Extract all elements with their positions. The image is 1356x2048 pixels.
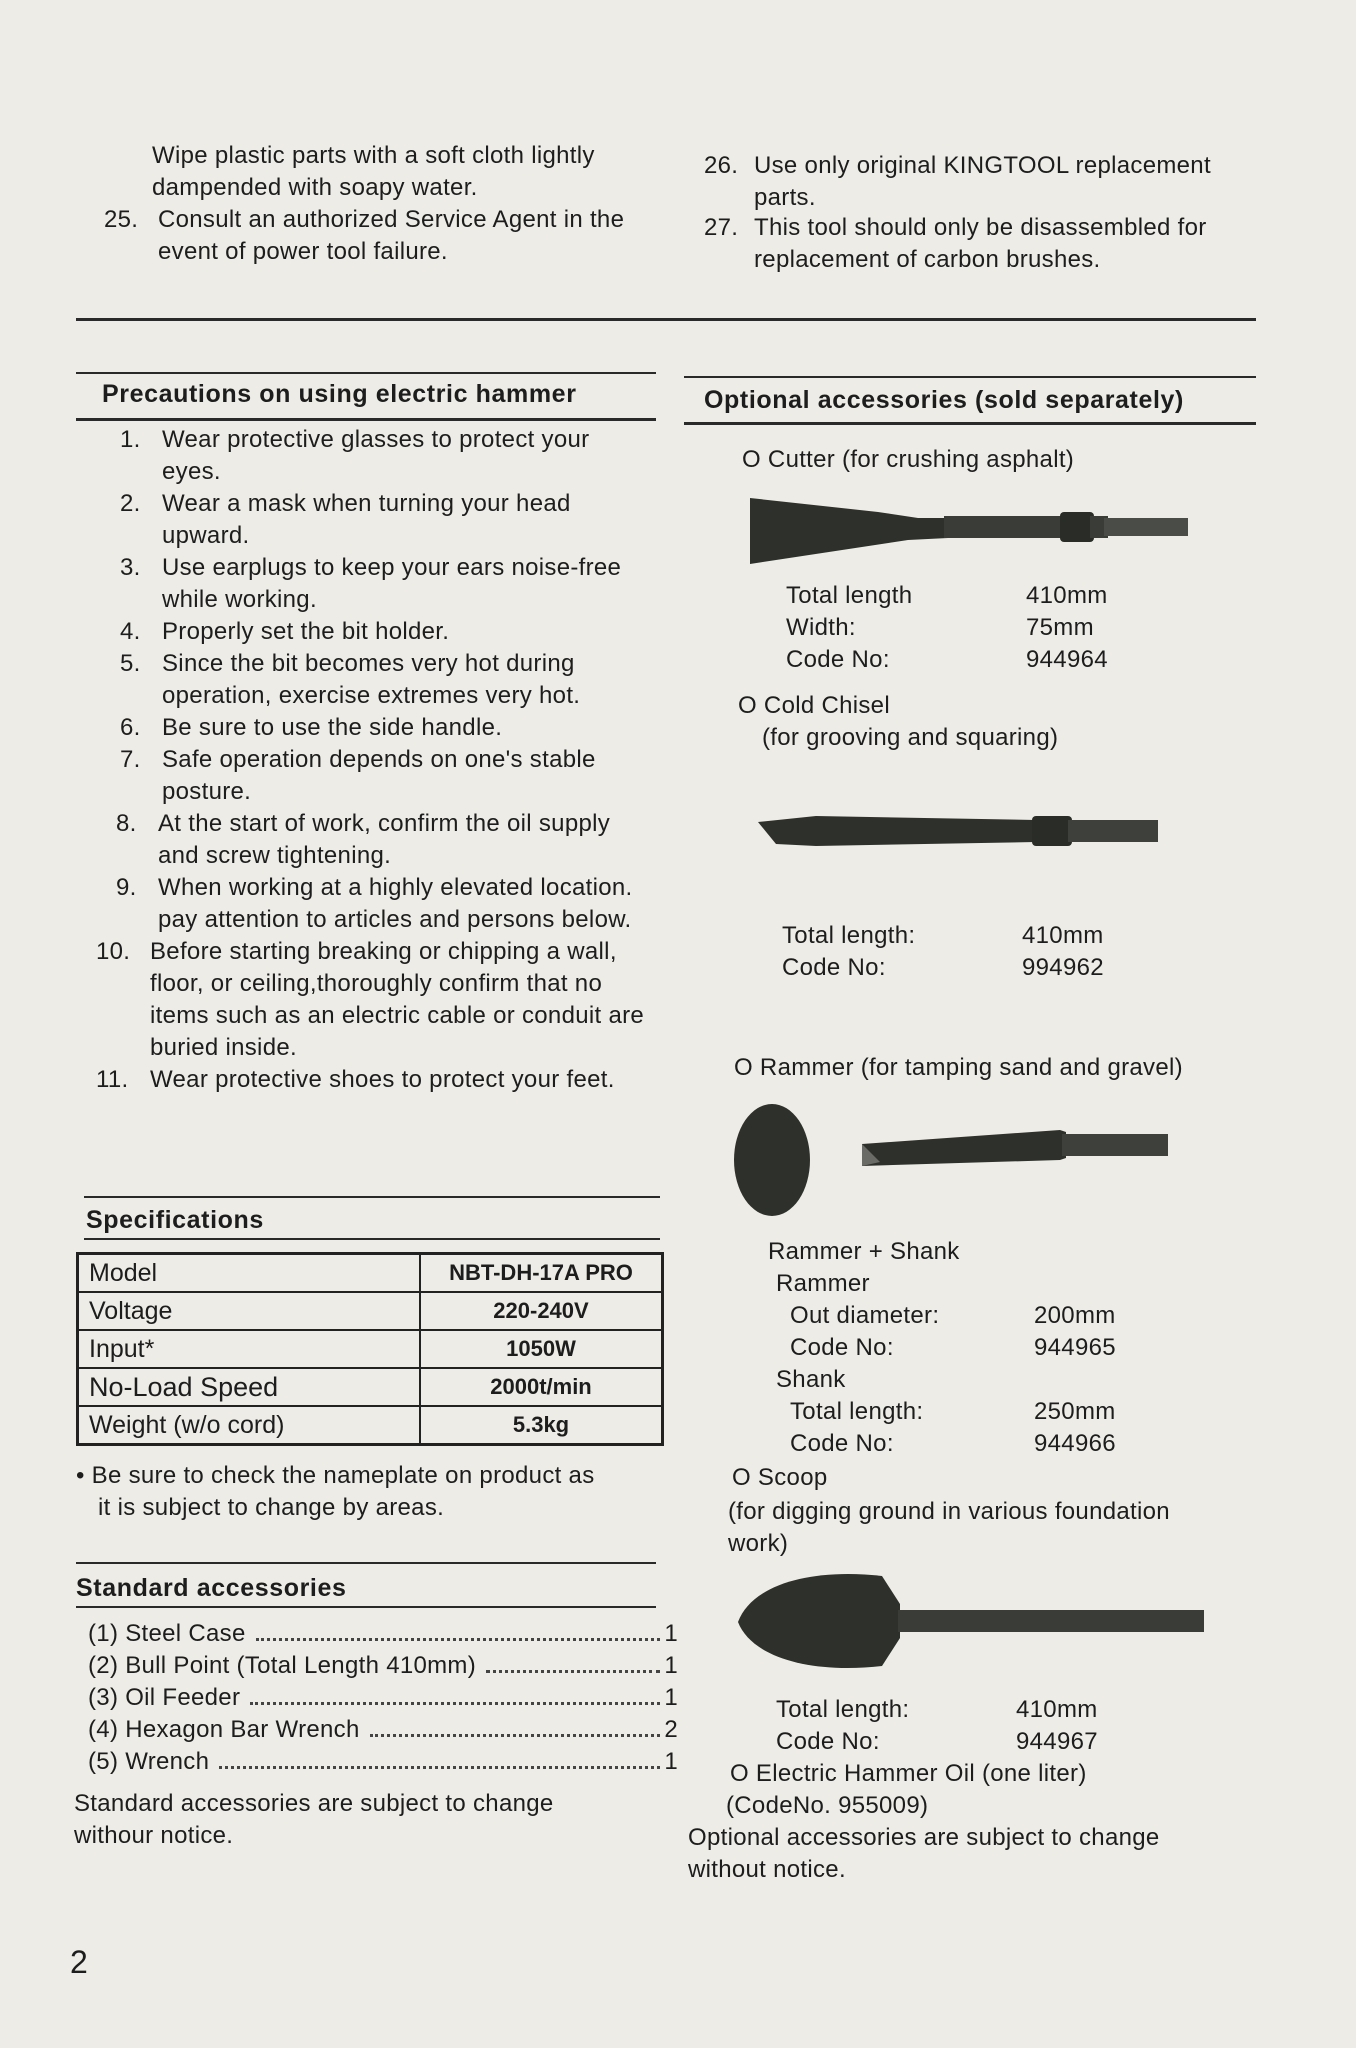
list-item: (1) Steel Case 1 bbox=[88, 1620, 678, 1647]
spec-row: Width: 75mm bbox=[786, 614, 1094, 641]
scoop-subtitle: (for digging ground in various foundation work) bbox=[728, 1498, 1170, 1557]
list-item: 5. Since the bit becomes very hot during operation, exercise extremes very hot. bbox=[120, 650, 581, 709]
cutter-title: O Cutter (for crushing asphalt) bbox=[742, 446, 1075, 473]
item-26 bbox=[754, 150, 1274, 214]
text-line: Consult an authorized Service Agent in the bbox=[158, 206, 625, 233]
item-number: 27. bbox=[704, 214, 739, 241]
table-row bbox=[78, 1330, 663, 1368]
spec-label: No-Load Speed bbox=[78, 1368, 421, 1406]
text-line: event of power tool failure. bbox=[158, 238, 448, 265]
spec-value: NBT-DH-17A PRO bbox=[420, 1254, 663, 1293]
spec-label: Voltage bbox=[78, 1292, 421, 1330]
cutter-specs bbox=[786, 580, 1108, 676]
list-item: 1. Wear protective glasses to protect your eyes. bbox=[120, 426, 590, 485]
specifications-table bbox=[76, 1252, 664, 1446]
leader-dots bbox=[370, 1734, 661, 1737]
precautions-title: Precautions on using electric hammer bbox=[102, 380, 577, 408]
rammer-combo: Rammer + Shank bbox=[768, 1238, 960, 1265]
list-item: 11. Wear protective shoes to protect your feet. bbox=[96, 1066, 615, 1093]
optional-note: Optional accessories are subject to change without notice. bbox=[688, 1824, 1160, 1883]
leader-dots bbox=[219, 1766, 660, 1769]
spec-label: Input* bbox=[78, 1330, 421, 1368]
spec-label: Model bbox=[78, 1254, 421, 1293]
spec-row: Code No: 944964 bbox=[786, 646, 1108, 673]
list-item: (2) Bull Point (Total Length 410mm) 1 bbox=[88, 1652, 678, 1679]
standard-accessories-list bbox=[88, 1618, 678, 1778]
scoop-title: O Scoop bbox=[732, 1464, 828, 1491]
heading-rule-top bbox=[76, 1562, 656, 1564]
item-number: 26. bbox=[704, 152, 739, 179]
cutter-bit-image bbox=[748, 490, 1190, 570]
spec-value: 220-240V bbox=[420, 1292, 663, 1330]
heading-rule-top bbox=[76, 372, 656, 374]
item-25 bbox=[158, 204, 680, 268]
heading-rule-top bbox=[84, 1196, 660, 1198]
spec-value: 5.3kg bbox=[420, 1406, 663, 1445]
heading-rule-top bbox=[684, 376, 1256, 378]
spec-row: Total length: 410mm bbox=[776, 1696, 1098, 1723]
page-number: 2 bbox=[70, 1944, 88, 1980]
text-line: This tool should only be disassembled for bbox=[754, 214, 1207, 241]
text-line: Use only original KINGTOOL replacement bbox=[754, 152, 1211, 179]
table-row bbox=[78, 1292, 663, 1330]
text-line: Wipe plastic parts with a soft cloth lightly bbox=[152, 142, 595, 169]
list-item: (5) Wrench 1 bbox=[88, 1748, 678, 1775]
scoop-specs bbox=[776, 1694, 1098, 1758]
text-line: replacement of carbon brushes. bbox=[754, 246, 1101, 273]
top-left-continuation bbox=[152, 140, 682, 204]
list-item: 3. Use earplugs to keep your ears noise-free while working. bbox=[120, 554, 622, 613]
section-divider bbox=[76, 318, 1256, 321]
text-line: parts. bbox=[754, 184, 816, 211]
specifications-title: Specifications bbox=[86, 1206, 264, 1234]
shank-specs bbox=[790, 1396, 1116, 1460]
list-item: 6. Be sure to use the side handle. bbox=[120, 714, 503, 741]
heading-rule-bottom bbox=[76, 418, 656, 421]
spec-row: Code No: 994962 bbox=[782, 954, 1104, 981]
cold-chisel-specs bbox=[782, 920, 1104, 984]
list-item: (4) Hexagon Bar Wrench 2 bbox=[88, 1716, 678, 1743]
item-27 bbox=[754, 212, 1274, 276]
cold-chisel-subtitle: (for grooving and squaring) bbox=[762, 724, 1059, 751]
spec-row: Total length: 250mm bbox=[790, 1398, 1116, 1425]
heading-rule-bottom bbox=[684, 422, 1256, 425]
text-line: dampended with soapy water. bbox=[152, 174, 478, 201]
leader-dots bbox=[250, 1702, 660, 1705]
spec-row: Total length: 410mm bbox=[782, 922, 1104, 949]
spec-label: Weight (w/o cord) bbox=[78, 1406, 421, 1445]
table-row bbox=[78, 1406, 663, 1445]
rammer-title: O Rammer (for tamping sand and gravel) bbox=[734, 1054, 1183, 1081]
cold-chisel-image bbox=[756, 808, 1160, 854]
list-item: 4. Properly set the bit holder. bbox=[120, 618, 450, 645]
table-row bbox=[78, 1368, 663, 1406]
table-row bbox=[78, 1254, 663, 1293]
standard-accessories-title: Standard accessories bbox=[76, 1574, 347, 1602]
spec-row: Code No: 944967 bbox=[776, 1728, 1098, 1755]
standard-note: Standard accessories are subject to change withour notice. bbox=[74, 1790, 554, 1849]
list-item: 9. When working at a highly elevated location. pay attention to articles and persons below. bbox=[116, 874, 633, 933]
spec-row: Out diameter: 200mm bbox=[790, 1302, 1116, 1329]
list-item: (3) Oil Feeder 1 bbox=[88, 1684, 678, 1711]
spec-value: 2000t/min bbox=[420, 1368, 663, 1406]
shank-label: Shank bbox=[776, 1366, 846, 1393]
oil-title: O Electric Hammer Oil (one liter) bbox=[730, 1760, 1087, 1787]
rammer-image bbox=[730, 1100, 1170, 1220]
list-item: 7. Safe operation depends on one's stable posture. bbox=[120, 746, 596, 805]
list-item: 2. Wear a mask when turning your head upward. bbox=[120, 490, 571, 549]
rammer-specs bbox=[790, 1300, 1116, 1364]
leader-dots bbox=[256, 1638, 661, 1641]
spec-note: • Be sure to check the nameplate on product as it is subject to change by areas. bbox=[76, 1462, 595, 1521]
rammer-label: Rammer bbox=[776, 1270, 870, 1297]
scoop-image bbox=[732, 1566, 1208, 1676]
spec-value: 1050W bbox=[420, 1330, 663, 1368]
item-number: 25. bbox=[104, 206, 139, 233]
spec-row: Code No: 944966 bbox=[790, 1430, 1116, 1457]
optional-accessories-title: Optional accessories (sold separately) bbox=[704, 386, 1184, 414]
spec-row: Total length 410mm bbox=[786, 582, 1108, 609]
list-item: 10. Before starting breaking or chipping a wall, floor, or ceiling,thoroughly confirm that no items such as an electric cable or conduit are buried inside. bbox=[96, 938, 645, 1061]
oil-code: (CodeNo. 955009) bbox=[726, 1792, 929, 1819]
leader-dots bbox=[486, 1670, 660, 1673]
heading-rule-bottom bbox=[76, 1606, 656, 1608]
precautions-list bbox=[96, 424, 680, 1096]
heading-rule-bottom bbox=[84, 1238, 660, 1240]
spec-row: Code No: 944965 bbox=[790, 1334, 1116, 1361]
cold-chisel-title: O Cold Chisel bbox=[738, 692, 890, 719]
list-item: 8. At the start of work, confirm the oil supply and screw tightening. bbox=[116, 810, 611, 869]
